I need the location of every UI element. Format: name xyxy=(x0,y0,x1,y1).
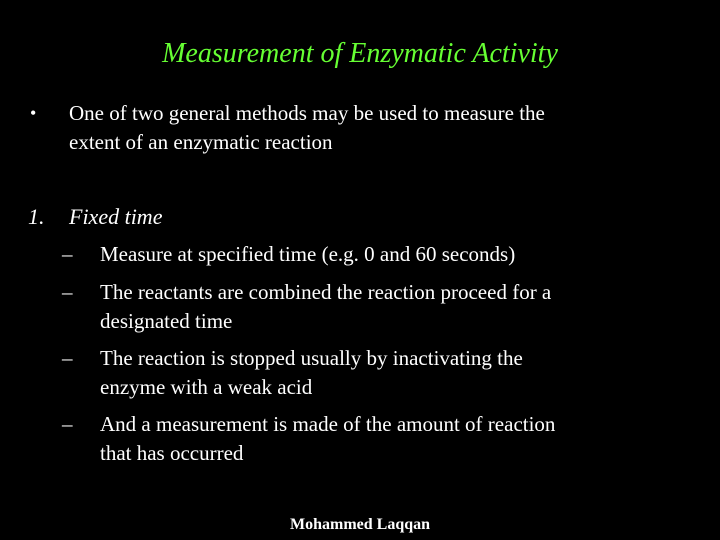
sub-item xyxy=(62,278,682,338)
bullet-item xyxy=(28,99,678,159)
bullet-text xyxy=(69,99,545,157)
bullet-marker: • xyxy=(30,103,37,123)
sub-item-text xyxy=(100,344,523,402)
number-marker: 1. xyxy=(28,204,45,229)
sub-item xyxy=(62,240,682,270)
dash-marker: – xyxy=(62,346,73,370)
numbered-item-text: Fixed time xyxy=(69,204,163,229)
bullet-text-line: One of two general methods may be used to measure the xyxy=(69,101,545,125)
sub-item-text-line: Measure at specified time (e.g. 0 and 60 seconds) xyxy=(100,242,516,266)
sub-item-text-line: enzyme with a weak acid xyxy=(100,375,313,399)
numbered-item xyxy=(28,202,678,232)
sub-item-text-line: And a measurement is made of the amount of reaction xyxy=(100,412,556,436)
slide-footer-author: Mohammed Laqqan xyxy=(289,516,431,533)
sub-item-text xyxy=(100,410,555,468)
bullet-text-line: extent of an enzymatic reaction xyxy=(69,130,333,154)
dash-marker: – xyxy=(62,280,73,304)
sub-item-text xyxy=(100,240,515,269)
sub-item-text-line: The reactants are combined the reaction proceed for a xyxy=(100,280,552,304)
dash-marker: – xyxy=(62,242,73,266)
sub-item-text-line: designated time xyxy=(100,309,233,333)
sub-item-text-line: that has occurred xyxy=(100,441,244,465)
dash-marker: – xyxy=(62,412,73,436)
sub-item xyxy=(62,344,682,404)
sub-item xyxy=(62,410,682,470)
sub-item-text xyxy=(100,278,551,336)
sub-item-text-line: The reaction is stopped usually by inactivating the xyxy=(100,346,523,370)
numbered-item-label xyxy=(69,202,162,231)
slide-title: Measurement of Enzymatic Activity xyxy=(162,38,558,69)
